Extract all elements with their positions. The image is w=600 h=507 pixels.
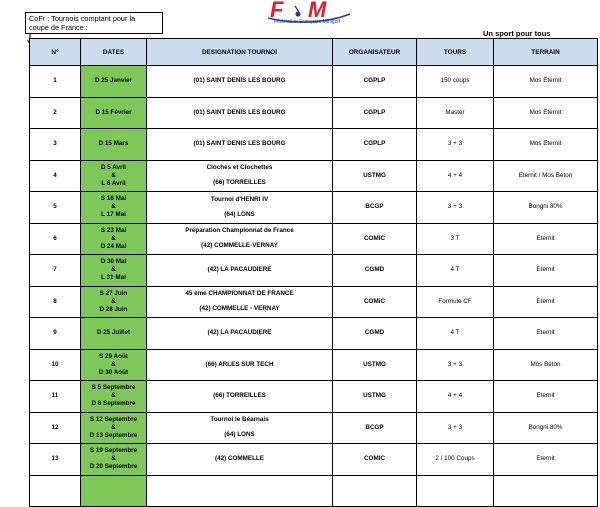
date-line: D 25 Juillet: [96, 329, 131, 337]
row-designation: [147, 412, 333, 444]
date-line: &: [111, 297, 116, 305]
row-dates: [81, 97, 147, 129]
tournament-place: (42) COMMELLE - VERNAY: [199, 305, 280, 313]
row-terrain: Mos Eternit: [494, 66, 598, 98]
row-tours: Formule CF: [417, 286, 494, 318]
table-row: [30, 475, 598, 507]
row-dates: [81, 318, 147, 350]
row-organisateur: BCGP: [333, 192, 417, 224]
date-line: S 29 Août: [99, 352, 128, 360]
row-number: 11: [30, 381, 81, 413]
col-header-designation: DESIGNATION TOURNOI: [147, 39, 333, 66]
tagline: Un sport pour tous: [483, 29, 551, 38]
row-designation: [147, 255, 333, 287]
row-tours: 4 + 4: [417, 381, 494, 413]
logo-letter-f: F: [270, 0, 284, 22]
row-organisateur: CGPLP: [333, 66, 417, 98]
row-designation: [147, 318, 333, 350]
tournament-place: (64) LONS: [224, 210, 255, 218]
table-row: [30, 66, 598, 98]
tournament-name: 45 ème CHAMPIONNAT DE FRANCE: [185, 290, 294, 298]
row-number: 2: [30, 97, 81, 129]
tournament-name: Cloches et Clochettes: [206, 164, 273, 172]
row-terrain: Mos Eternit: [494, 129, 598, 161]
row-dates: [81, 475, 147, 507]
row-tours: [417, 475, 494, 507]
table-row: [30, 349, 598, 381]
logo-letter-m: M: [308, 0, 327, 22]
table-row: [30, 318, 598, 350]
tournament-place: (64) LONS: [224, 431, 255, 439]
row-designation: [147, 97, 333, 129]
row-designation: [147, 381, 333, 413]
date-line: &: [111, 455, 116, 463]
row-number: 9: [30, 318, 81, 350]
date-line: D 20 Septembre: [89, 463, 138, 471]
row-organisateur: CGMD: [333, 255, 417, 287]
tournament-place: (66) TORREILLES: [213, 179, 266, 187]
row-organisateur: CGPLP: [333, 97, 417, 129]
cofr-note-line2: coupe de France :: [29, 23, 88, 32]
col-header-organisateur: ORGANISATEUR: [333, 39, 417, 66]
tournament-place: (01) SAINT DENIS LES BOURG: [193, 77, 286, 85]
row-number: 10: [30, 349, 81, 381]
row-designation: [147, 475, 333, 507]
tournament-place: (01) SAINT DENIS LES BOURG: [193, 108, 286, 116]
date-line: D 28 Juin: [99, 305, 128, 313]
tournament-place: (01) SAINT DENIS LES BOURG: [193, 140, 286, 148]
row-terrain: [494, 475, 598, 507]
row-tours: 3 + 3: [417, 129, 494, 161]
col-header-dates: DATES: [81, 39, 147, 66]
date-line: L 31 Mai: [101, 274, 126, 282]
date-line: D 13 Septembre: [89, 431, 138, 439]
row-terrain: Eternit: [494, 444, 598, 476]
row-organisateur: USTMG: [333, 349, 417, 381]
row-terrain: Bongni 80%: [494, 412, 598, 444]
table-row: [30, 381, 598, 413]
row-designation: [147, 192, 333, 224]
row-tours: 150 coups: [417, 66, 494, 98]
row-number: 7: [30, 255, 81, 287]
row-dates: [81, 444, 147, 476]
row-terrain: Bongni 80%: [494, 192, 598, 224]
row-organisateur: CGPLP: [333, 129, 417, 161]
row-organisateur: USTMG: [333, 381, 417, 413]
row-number: [30, 475, 81, 507]
table-row: [30, 286, 598, 318]
table-row: [30, 192, 598, 224]
row-organisateur: USTMG: [333, 160, 417, 192]
row-terrain: Eternit: [494, 255, 598, 287]
row-designation: [147, 160, 333, 192]
row-dates: [81, 286, 147, 318]
row-terrain: Eternit / Mos Béton: [494, 160, 598, 192]
row-terrain: Eternit: [494, 223, 598, 255]
row-dates: [81, 66, 147, 98]
row-designation: [147, 349, 333, 381]
date-line: &: [111, 360, 116, 368]
row-designation: [147, 444, 333, 476]
row-organisateur: CGMD: [333, 318, 417, 350]
tournament-name: Préparation Championnat de France: [185, 227, 294, 235]
row-terrain: Eternit: [494, 318, 598, 350]
table-header-row: [30, 39, 598, 66]
date-line: D 15 Février: [95, 108, 132, 116]
row-dates: [81, 381, 147, 413]
table-body: [30, 66, 598, 507]
date-line: S 5 Septembre: [91, 384, 136, 392]
row-number: 12: [30, 412, 81, 444]
tournament-place: (66) ARLES SUR TECH: [205, 360, 274, 368]
date-line: &: [111, 203, 116, 211]
row-number: 8: [30, 286, 81, 318]
date-line: S 27 Juin: [99, 289, 128, 297]
date-line: D 24 Mai: [100, 242, 127, 250]
date-line: D 30 Août: [98, 368, 129, 376]
row-dates: [81, 412, 147, 444]
row-dates: [81, 192, 147, 224]
row-designation: [147, 66, 333, 98]
row-tours: 4 T: [417, 318, 494, 350]
date-line: S 23 Mai: [100, 226, 127, 234]
tournament-place: (42) LA PACAUDIERE: [207, 266, 272, 274]
logo-subtitle: Fédération Française Minigolf: [274, 19, 340, 25]
row-number: 13: [30, 444, 81, 476]
row-organisateur: [333, 475, 417, 507]
row-tours: 2 / 100 Coups: [417, 444, 494, 476]
date-line: S 16 Mai: [100, 195, 127, 203]
row-designation: [147, 223, 333, 255]
tournament-place: (42) COMMELLE: [215, 455, 264, 463]
col-header-num: N°: [30, 39, 81, 66]
tournament-name: Tournoi d'HENRI IV: [210, 195, 269, 203]
row-number: 3: [30, 129, 81, 161]
row-tours: Master: [417, 97, 494, 129]
date-line: &: [111, 423, 116, 431]
date-line: D 6 Septembre: [91, 400, 136, 408]
row-organisateur: COMIC: [333, 444, 417, 476]
row-dates: [81, 255, 147, 287]
date-line: S 19 Septembre: [89, 447, 138, 455]
date-line: L 6 Avril: [101, 179, 126, 187]
date-line: D 5 Avril: [100, 163, 127, 171]
table-row: [30, 129, 598, 161]
cofr-note: [25, 12, 163, 34]
tournament-place: (66) TORREILLES: [213, 392, 266, 400]
row-number: 6: [30, 223, 81, 255]
date-line: &: [111, 266, 116, 274]
row-organisateur: BCGP: [333, 412, 417, 444]
row-tours: 3 + 3: [417, 349, 494, 381]
row-dates: [81, 349, 147, 381]
row-tours: 4 T: [417, 255, 494, 287]
date-line: D 25 Janvier: [94, 77, 133, 85]
row-dates: [81, 129, 147, 161]
row-designation: [147, 129, 333, 161]
row-organisateur: COMiC: [333, 286, 417, 318]
date-line: D 15 Mars: [98, 140, 129, 148]
col-header-terrain: TERRAIN: [494, 39, 598, 66]
date-line: &: [111, 171, 116, 179]
date-line: &: [111, 234, 116, 242]
row-terrain: Eternit: [494, 286, 598, 318]
tournament-place: (42) LA PACAUDIERE: [207, 329, 272, 337]
row-terrain: Eternit: [494, 381, 598, 413]
table-row: [30, 223, 598, 255]
row-tours: 3 + 3: [417, 192, 494, 224]
row-tours: 4 + 4: [417, 160, 494, 192]
table-row: [30, 160, 598, 192]
date-line: S 12 Septembre: [89, 415, 138, 423]
row-tours: 3 T: [417, 223, 494, 255]
tournament-table: [29, 38, 598, 507]
table-row: [30, 412, 598, 444]
col-header-tours: TOURS: [417, 39, 494, 66]
cofr-note-line1: CoFr : Tournois comptant pour la: [29, 14, 136, 23]
date-line: D 30 Mai: [100, 258, 127, 266]
row-organisateur: COMIC: [333, 223, 417, 255]
date-line: L 17 Mai: [101, 211, 126, 219]
row-number: 1: [30, 66, 81, 98]
row-number: 4: [30, 160, 81, 192]
row-dates: [81, 223, 147, 255]
table-row: [30, 444, 598, 476]
row-number: 5: [30, 192, 81, 224]
row-terrain: Mos Béton: [494, 349, 598, 381]
tournament-place: (42) COMMELLE-VERNAY: [201, 242, 278, 250]
row-tours: 3 + 3: [417, 412, 494, 444]
row-dates: [81, 160, 147, 192]
date-line: &: [111, 392, 116, 400]
table-row: [30, 255, 598, 287]
row-designation: [147, 286, 333, 318]
row-terrain: Mos Eternit: [494, 97, 598, 129]
table-row: [30, 97, 598, 129]
tournament-name: Tournoi le Béarnais: [210, 416, 269, 424]
